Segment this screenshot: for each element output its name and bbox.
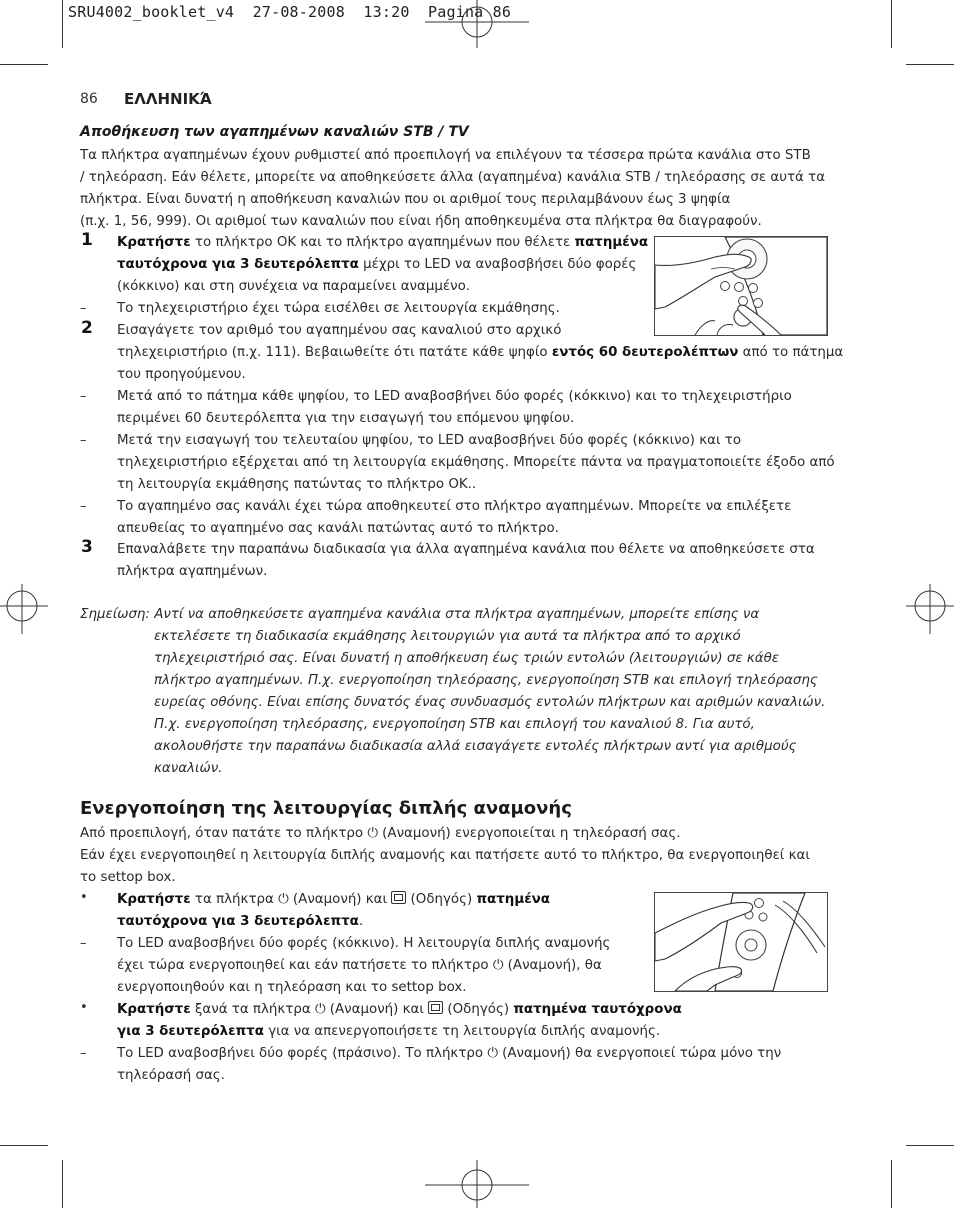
crop-mark bbox=[0, 1145, 48, 1146]
registration-mark-top bbox=[425, 0, 529, 48]
note-line: τηλεχειριστήριό σας. Είναι δυνατή η αποθήκευση έως τριών εντολών (λειτουργιών) σε κάθε bbox=[154, 651, 780, 666]
bullet-dot: • bbox=[80, 1000, 88, 1015]
bullet1-result: Το LED αναβοσβήνει δύο φορές (κόκκινο). Η λειτουργία διπλής αναμονής bbox=[117, 936, 611, 951]
page-number: 86 bbox=[80, 91, 98, 107]
step2-result: Το αγαπημένο σας κανάλι έχει τώρα αποθηκευτεί στο πλήκτρο αγαπημένων. Μπορείτε να επιλέξετε bbox=[117, 499, 792, 514]
language-heading: ΕΛΛΗΝΙΚΆ bbox=[124, 90, 212, 108]
bullet1-result: ενεργοποιηθούν και η τηλεόραση και το settop box. bbox=[117, 980, 467, 995]
dash-bullet: – bbox=[80, 301, 87, 316]
note-line: Π.χ. ενεργοποίηση τηλεόρασης, ενεργοποίηση STB και επιλογή του καναλιού 8. Για αυτό, bbox=[154, 717, 755, 732]
intro-line: πλήκτρα. Είναι δυνατή η αποθήκευση καναλιών που οι αριθμοί τους περιλαμβάνουν έως 3 ψηφία bbox=[80, 192, 731, 207]
crop-mark bbox=[891, 0, 892, 48]
step1-line: (κόκκινο) και στη συνέχεια να παραμείνει αναμμένο. bbox=[117, 279, 471, 294]
crop-mark bbox=[0, 64, 48, 65]
note-line: εκτελέσετε τη διαδικασία εκμάθησης λειτουργιών για αυτά τα πλήκτρα από το αρχικό bbox=[154, 629, 741, 644]
bullet1-line: ταυτόχρονα για 3 δευτερόλεπτα. bbox=[117, 914, 364, 929]
step2-result: Μετά την εισαγωγή του τελευταίου ψηφίου, το LED αναβοσβήνει δύο φορές (κόκκινο) και το bbox=[117, 433, 742, 448]
guide-key-icon bbox=[428, 1001, 443, 1014]
guide-key-icon bbox=[391, 891, 406, 904]
step2-line: Εισαγάγετε τον αριθμό του αγαπημένου σας καναλιού στο αρχικό bbox=[117, 323, 562, 338]
registration-mark-right bbox=[906, 584, 954, 634]
dual-standby-paragraph: Εάν έχει ενεργοποιηθεί η λειτουργία διπλής αναμονής και πατήσετε αυτό το πλήκτρο, θα ενεργοποιηθεί και bbox=[80, 848, 810, 863]
remote-hand-illustration bbox=[655, 237, 827, 335]
step3-line: Επαναλάβετε την παραπάνω διαδικασία για άλλα αγαπημένα κανάλια που θέλετε να αποθηκεύσετε στα bbox=[117, 542, 815, 557]
remote-hand-illustration-2 bbox=[655, 893, 827, 991]
step-number: 1 bbox=[81, 230, 93, 250]
bullet2-line: Κρατήστε ξανά τα πλήκτρα ⏻ (Αναμονή) και (Οδηγός) πατημένα ταυτόχρονα bbox=[117, 1002, 682, 1017]
step2-line: τηλεχειριστήριο (π.χ. 111). Βεβαιωθείτε ότι πατάτε κάθε ψηφίο εντός 60 δευτερολέπτων από το πάτημα bbox=[117, 345, 844, 360]
note-line: Σημείωση: Αντί να αποθηκεύσετε αγαπημένα κανάλια στα πλήκτρα αγαπημένων, μπορείτε επίσης να bbox=[80, 607, 760, 622]
step1-line: Κρατήστε το πλήκτρο OK και το πλήκτρο αγαπημένων που θέλετε πατημένα bbox=[117, 235, 649, 250]
step1-result: Το τηλεχειριστήριο έχει τώρα εισέλθει σε λειτουργία εκμάθησης. bbox=[117, 301, 560, 316]
bullet1-result: έχει τώρα ενεργοποιηθεί και εάν πατήσετε το πλήκτρο ⏻ (Αναμονή), θα bbox=[117, 958, 602, 973]
intro-line: Τα πλήκτρα αγαπημένων έχουν ρυθμιστεί από προεπιλογή να επιλέγουν τα τέσσερα πρώτα κανάλια στο STB bbox=[80, 148, 811, 163]
registration-mark-bottom bbox=[425, 1160, 529, 1208]
bullet2-line: για 3 δευτερόλεπτα για να απενεργοποιήσετε τη λειτουργία διπλής αναμονής. bbox=[117, 1024, 661, 1039]
dash-bullet: – bbox=[80, 936, 87, 951]
bullet-dot: • bbox=[80, 890, 88, 905]
crop-mark bbox=[62, 0, 63, 48]
dual-standby-paragraph: Από προεπιλογή, όταν πατάτε το πλήκτρο ⏻ (Αναμονή) ενεργοποιείται η τηλεόρασή σας. bbox=[80, 826, 681, 841]
note-line: ευρείας οθόνης. Είναι επίσης δυνατός ένας συνδυασμός εντολών πλήκτρων και αριθμών καναλιών. bbox=[154, 695, 826, 710]
print-slug: SRU4002_booklet_v4 27-08-2008 13:20 Pagina 86 bbox=[68, 3, 512, 21]
bullet2-result: Το LED αναβοσβήνει δύο φορές (πράσινο). Το πλήκτρο ⏻ (Αναμονή) θα ενεργοποιεί τώρα μόνο την bbox=[117, 1046, 782, 1061]
crop-mark bbox=[891, 1160, 892, 1208]
dash-bullet: – bbox=[80, 433, 87, 448]
intro-line: (π.χ. 1, 56, 999). Οι αριθμοί των καναλιών που είναι ήδη αποθηκευμένα στα πλήκτρα θα διαγραφούν. bbox=[80, 214, 762, 229]
step-number: 2 bbox=[81, 318, 93, 338]
step2-result: τη λειτουργία εκμάθησης πατώντας το πλήκτρο OK.. bbox=[117, 477, 477, 492]
note-line: ακολουθήστε την παραπάνω διαδικασία αλλά εισαγάγετε εντολές πλήκτρων αντί για αριθμούς bbox=[154, 739, 797, 754]
step2-result: τηλεχειριστήριο εξέρχεται από τη λειτουργία εκμάθησης. Μπορείτε πάντα να πραγματοποιείτε έξοδο από bbox=[117, 455, 835, 470]
step2-result: απευθείας το αγαπημένο σας κανάλι πατώντας αυτό το πλήκτρο. bbox=[117, 521, 559, 536]
note-line: πλήκτρο αγαπημένων. Π.χ. ενεργοποίηση τηλεόρασης, ενεργοποίηση STB και επιλογή τηλεόρασης bbox=[154, 673, 818, 688]
crop-mark bbox=[906, 64, 954, 65]
step1-line: ταυτόχρονα για 3 δευτερόλεπτα μέχρι το LED να αναβοσβήσει δύο φορές bbox=[117, 257, 637, 272]
step2-result: Μετά από το πάτημα κάθε ψηφίου, το LED αναβοσβήνει δύο φορές (κόκκινο) και το τηλεχειριστήριο bbox=[117, 389, 792, 404]
note-line: καναλιών. bbox=[154, 761, 223, 776]
remote-standby-figure bbox=[654, 892, 828, 992]
step2-result: περιμένει 60 δευτερόλεπτα για την εισαγωγή του επόμενου ψηφίου. bbox=[117, 411, 575, 426]
crop-mark bbox=[906, 1145, 954, 1146]
dual-standby-paragraph: το settop box. bbox=[80, 870, 176, 885]
section-title-dual-standby: Ενεργοποίηση της λειτουργίας διπλής αναμονής bbox=[80, 798, 572, 819]
dash-bullet: – bbox=[80, 1046, 87, 1061]
bullet2-result: τηλεόρασή σας. bbox=[117, 1068, 225, 1083]
step2-line: του προηγούμενου. bbox=[117, 367, 246, 382]
intro-line: / τηλεόραση. Εάν θέλετε, μπορείτε να αποθηκεύσετε άλλα (αγαπημένα) κανάλια STB / τηλεόρασης σε αυτά τα bbox=[80, 170, 826, 185]
remote-ok-figure bbox=[654, 236, 828, 336]
registration-mark-left bbox=[0, 584, 48, 634]
bullet1-line: Κρατήστε τα πλήκτρα ⏻ (Αναμονή) και (Οδηγός) πατημένα bbox=[117, 892, 550, 907]
dash-bullet: – bbox=[80, 499, 87, 514]
dash-bullet: – bbox=[80, 389, 87, 404]
step-number: 3 bbox=[81, 537, 93, 557]
crop-mark bbox=[62, 1160, 63, 1208]
step3-line: πλήκτρα αγαπημένων. bbox=[117, 564, 268, 579]
section-title-favorites: Αποθήκευση των αγαπημένων καναλιών STB / TV bbox=[80, 124, 469, 140]
